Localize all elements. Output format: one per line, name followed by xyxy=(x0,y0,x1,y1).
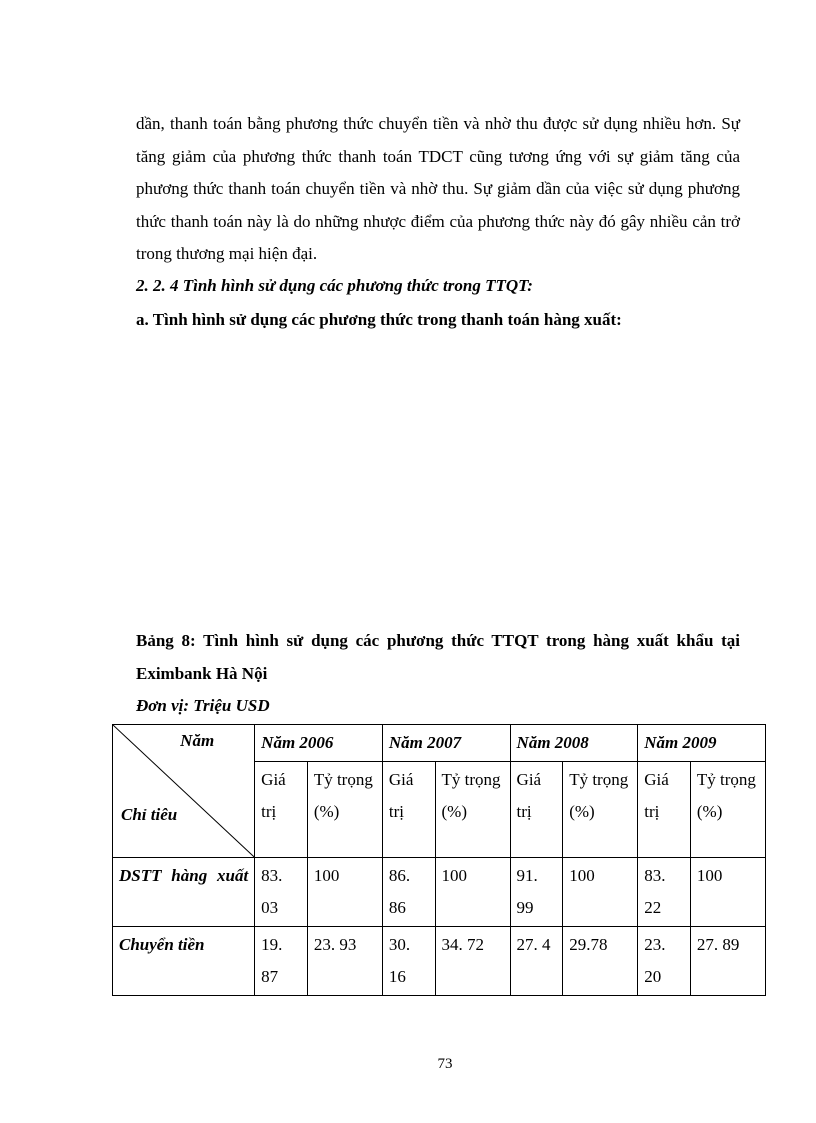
table-cell: 27. 89 xyxy=(690,927,765,996)
year-header: Năm 2007 xyxy=(382,725,510,762)
value-header: Giá trị xyxy=(255,762,308,858)
diagonal-header-cell xyxy=(113,725,255,858)
section-heading: 2. 2. 4 Tình hình sử dụng các phương thức trong TTQT: xyxy=(136,276,533,295)
share-header: Tỷ trọng (%) xyxy=(307,762,382,858)
table-cell: 29.78 xyxy=(563,927,638,996)
table-cell: 83. 03 xyxy=(255,858,308,927)
table-row xyxy=(113,858,766,927)
year-header: Năm 2009 xyxy=(638,725,766,762)
table-cell: 91. 99 xyxy=(510,858,563,927)
table-header-row xyxy=(113,725,766,762)
value-header: Giá trị xyxy=(382,762,435,858)
table-cell: 30. 16 xyxy=(382,927,435,996)
value-header: Giá trị xyxy=(510,762,563,858)
share-header: Tỷ trọng (%) xyxy=(690,762,765,858)
table-cell: 100 xyxy=(307,858,382,927)
table-cell: 34. 72 xyxy=(435,927,510,996)
table-cell: 23. 20 xyxy=(638,927,691,996)
subsection-heading: a. Tình hình sử dụng các phương thức trong thanh toán hàng xuất: xyxy=(136,310,622,329)
corner-indicator-label: Chỉ tiêu xyxy=(121,805,178,824)
corner-year-label: Năm xyxy=(180,731,215,750)
body-paragraph: dần, thanh toán bằng phương thức chuyển tiền và nhờ thu được sử dụng nhiều hơn. Sự tăng giảm của phương thức thanh toán TDCT cũng tương ứng với sự giảm tăng của phương thức thanh toán chuyển tiền và nhờ thu. Sự giảm dần của việc sử dụng phương thức thanh toán này là do những nhược điểm của phương thức này đó gây nhiều cản trở trong thương mại hiện đại. xyxy=(136,114,740,263)
table-cell: 23. 93 xyxy=(307,927,382,996)
table-cell: 100 xyxy=(563,858,638,927)
page-number: 73 xyxy=(437,1056,453,1072)
table-cell: 27. 4 xyxy=(510,927,563,996)
row-label: DSTT hàng xuất xyxy=(113,858,255,927)
year-header: Năm 2006 xyxy=(255,725,383,762)
unit-label: Đơn vị: Triệu USD xyxy=(136,696,270,715)
data-table xyxy=(112,724,766,996)
table-caption: Bảng 8: Tình hình sử dụng các phương thức TTQT trong hàng xuất khẩu tại Eximbank Hà Nội xyxy=(136,631,740,683)
table-cell: 83. 22 xyxy=(638,858,691,927)
table-cell: 100 xyxy=(435,858,510,927)
share-header: Tỷ trọng (%) xyxy=(563,762,638,858)
year-header: Năm 2008 xyxy=(510,725,638,762)
share-header: Tỷ trọng (%) xyxy=(435,762,510,858)
table-cell: 100 xyxy=(690,858,765,927)
table-row xyxy=(113,927,766,996)
row-label: Chuyển tiền xyxy=(113,927,255,996)
table-cell: 86. 86 xyxy=(382,858,435,927)
value-header: Giá trị xyxy=(638,762,691,858)
table-cell: 19. 87 xyxy=(255,927,308,996)
